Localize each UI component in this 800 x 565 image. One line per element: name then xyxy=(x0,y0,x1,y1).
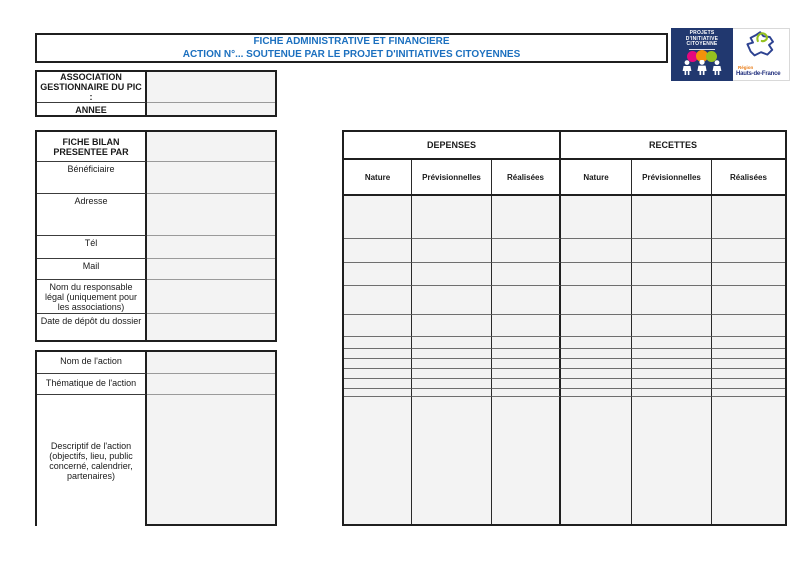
finance-cell xyxy=(632,369,712,379)
finance-cell xyxy=(344,315,412,337)
finance-cell xyxy=(492,349,561,359)
finance-cell xyxy=(344,239,412,263)
finance-cell xyxy=(492,359,561,369)
finance-cell xyxy=(492,196,561,239)
france-map-icon xyxy=(745,30,777,60)
finance-cell xyxy=(492,286,561,315)
finance-cell xyxy=(561,315,632,337)
label-thematique-action: Thématique de l'action xyxy=(37,374,147,395)
finance-cell xyxy=(412,379,492,389)
header-recettes: RECETTES xyxy=(648,140,697,150)
finance-row xyxy=(344,397,785,524)
finance-cell xyxy=(492,389,561,397)
finance-cell xyxy=(344,286,412,315)
finance-row xyxy=(344,349,785,359)
header-depenses: DEPENSES xyxy=(344,132,561,158)
finance-table xyxy=(342,130,787,526)
finance-cell xyxy=(561,263,632,286)
col-header-previsionnelles-depenses: Prévisionnelles xyxy=(412,160,492,194)
finance-cell xyxy=(492,369,561,379)
finance-cell xyxy=(412,286,492,315)
finance-cell xyxy=(632,359,712,369)
form-title-line2: ACTION N°... SOUTENUE PAR LE PROJET D'INITIATIVES CITOYENNES xyxy=(182,48,521,60)
finance-cell xyxy=(712,239,785,263)
finance-cell xyxy=(561,397,632,524)
table-row xyxy=(37,103,275,115)
value-beneficiaire xyxy=(147,162,275,194)
finance-cell xyxy=(712,397,785,524)
finance-cell xyxy=(412,397,492,524)
finance-row xyxy=(344,337,785,349)
people-icon xyxy=(671,60,733,80)
table-row xyxy=(37,236,275,259)
finance-row xyxy=(344,196,785,239)
finance-cell xyxy=(412,196,492,239)
finance-cell xyxy=(561,379,632,389)
finance-cell xyxy=(344,196,412,239)
finance-cell xyxy=(344,349,412,359)
finance-cell xyxy=(344,263,412,286)
finance-cell xyxy=(344,359,412,369)
value-adresse xyxy=(147,194,275,236)
finance-cell xyxy=(561,349,632,359)
finance-cell xyxy=(412,359,492,369)
pic-hauts-de-france-logo xyxy=(671,28,790,81)
finance-cell xyxy=(561,369,632,379)
finance-cell xyxy=(712,389,785,397)
finance-cell xyxy=(561,286,632,315)
finance-column-header-row xyxy=(344,160,785,196)
association-table xyxy=(35,70,277,117)
finance-cell xyxy=(712,369,785,379)
finance-cell xyxy=(632,239,712,263)
table-row xyxy=(37,395,275,526)
finance-cell xyxy=(632,349,712,359)
finance-cell xyxy=(412,263,492,286)
finance-cell xyxy=(712,379,785,389)
finance-cell xyxy=(344,369,412,379)
label-responsable-legal: Nom du responsable légal (uniquement pour les associations) xyxy=(37,280,147,314)
region-label: Région xyxy=(738,65,754,70)
region-name: Hauts-de-France xyxy=(736,71,781,77)
finance-cell xyxy=(712,263,785,286)
finance-cell xyxy=(632,286,712,315)
table-row xyxy=(37,194,275,236)
finance-cell xyxy=(632,397,712,524)
label-association-gestionnaire: ASSOCIATION GESTIONNAIRE DU PIC : xyxy=(37,72,147,103)
value-annee xyxy=(147,103,275,115)
value-fiche-bilan xyxy=(147,132,275,162)
action-table xyxy=(35,350,277,526)
table-row xyxy=(37,259,275,280)
table-row xyxy=(37,280,275,314)
finance-cell xyxy=(492,379,561,389)
finance-row xyxy=(344,315,785,337)
value-date-depot xyxy=(147,314,275,340)
finance-cell xyxy=(344,337,412,349)
value-tel xyxy=(147,236,275,259)
finance-cell xyxy=(632,263,712,286)
label-nom-action: Nom de l'action xyxy=(37,352,147,374)
value-nom-action xyxy=(147,352,275,374)
table-row xyxy=(37,314,275,340)
table-row xyxy=(37,72,275,103)
col-header-realisees-recettes: Réalisées xyxy=(712,160,785,194)
table-row xyxy=(37,132,275,162)
pic-logo-tile xyxy=(671,28,733,81)
finance-table-body xyxy=(344,196,785,524)
label-fiche-bilan: FICHE BILAN PRESENTEE PAR xyxy=(37,132,147,162)
finance-cell xyxy=(492,315,561,337)
value-descriptif-action xyxy=(147,395,275,526)
finance-cell xyxy=(412,337,492,349)
finance-group-header-row xyxy=(344,132,785,160)
finance-cell xyxy=(632,379,712,389)
finance-cell xyxy=(632,196,712,239)
finance-row xyxy=(344,359,785,369)
label-tel: Tél xyxy=(37,236,147,259)
label-beneficiaire: Bénéficiaire xyxy=(37,162,147,194)
col-header-nature-depenses: Nature xyxy=(344,160,412,194)
table-row xyxy=(37,352,275,374)
finance-cell xyxy=(712,337,785,349)
finance-cell xyxy=(412,349,492,359)
finance-cell xyxy=(412,369,492,379)
region-logo-tile xyxy=(733,28,790,81)
finance-cell xyxy=(492,263,561,286)
finance-cell xyxy=(632,389,712,397)
finance-cell xyxy=(561,389,632,397)
finance-cell xyxy=(712,349,785,359)
finance-cell xyxy=(344,389,412,397)
finance-cell xyxy=(632,315,712,337)
finance-row xyxy=(344,379,785,389)
bilan-table xyxy=(35,130,277,342)
finance-cell xyxy=(561,337,632,349)
form-title xyxy=(35,33,668,63)
finance-cell xyxy=(412,239,492,263)
finance-cell xyxy=(344,397,412,524)
label-date-depot: Date de dépôt du dossier xyxy=(37,314,147,340)
col-header-nature-recettes: Nature xyxy=(561,160,632,194)
table-row xyxy=(37,162,275,194)
finance-cell xyxy=(412,389,492,397)
finance-cell xyxy=(712,196,785,239)
finance-cell xyxy=(492,239,561,263)
label-annee: ANNEE xyxy=(37,103,147,115)
finance-row xyxy=(344,369,785,379)
value-association-gestionnaire xyxy=(147,72,275,103)
value-responsable-legal xyxy=(147,280,275,314)
table-row xyxy=(37,374,275,395)
finance-row xyxy=(344,239,785,263)
finance-cell xyxy=(632,337,712,349)
col-header-previsionnelles-recettes: Prévisionnelles xyxy=(632,160,712,194)
finance-cell xyxy=(561,239,632,263)
pic-logo-text: PROJETS D'INITIATIVE CITOYENNE xyxy=(685,30,719,47)
finance-cell xyxy=(561,196,632,239)
finance-cell xyxy=(712,286,785,315)
finance-cell xyxy=(412,315,492,337)
label-mail: Mail xyxy=(37,259,147,280)
label-descriptif-action: Descriptif de l'action (objectifs, lieu, public concerné, calendrier, partenaires) xyxy=(37,395,147,526)
finance-row xyxy=(344,263,785,286)
col-header-realisees-depenses: Réalisées xyxy=(492,160,561,194)
finance-row xyxy=(344,286,785,315)
finance-cell xyxy=(492,397,561,524)
finance-cell xyxy=(712,315,785,337)
value-thematique-action xyxy=(147,374,275,395)
finance-row xyxy=(344,389,785,397)
finance-cell xyxy=(561,359,632,369)
finance-cell xyxy=(344,379,412,389)
finance-cell xyxy=(492,337,561,349)
finance-cell xyxy=(712,359,785,369)
form-title-line1: FICHE ADMINISTRATIVE ET FINANCIERE xyxy=(253,36,450,47)
label-adresse: Adresse xyxy=(37,194,147,236)
value-mail xyxy=(147,259,275,280)
